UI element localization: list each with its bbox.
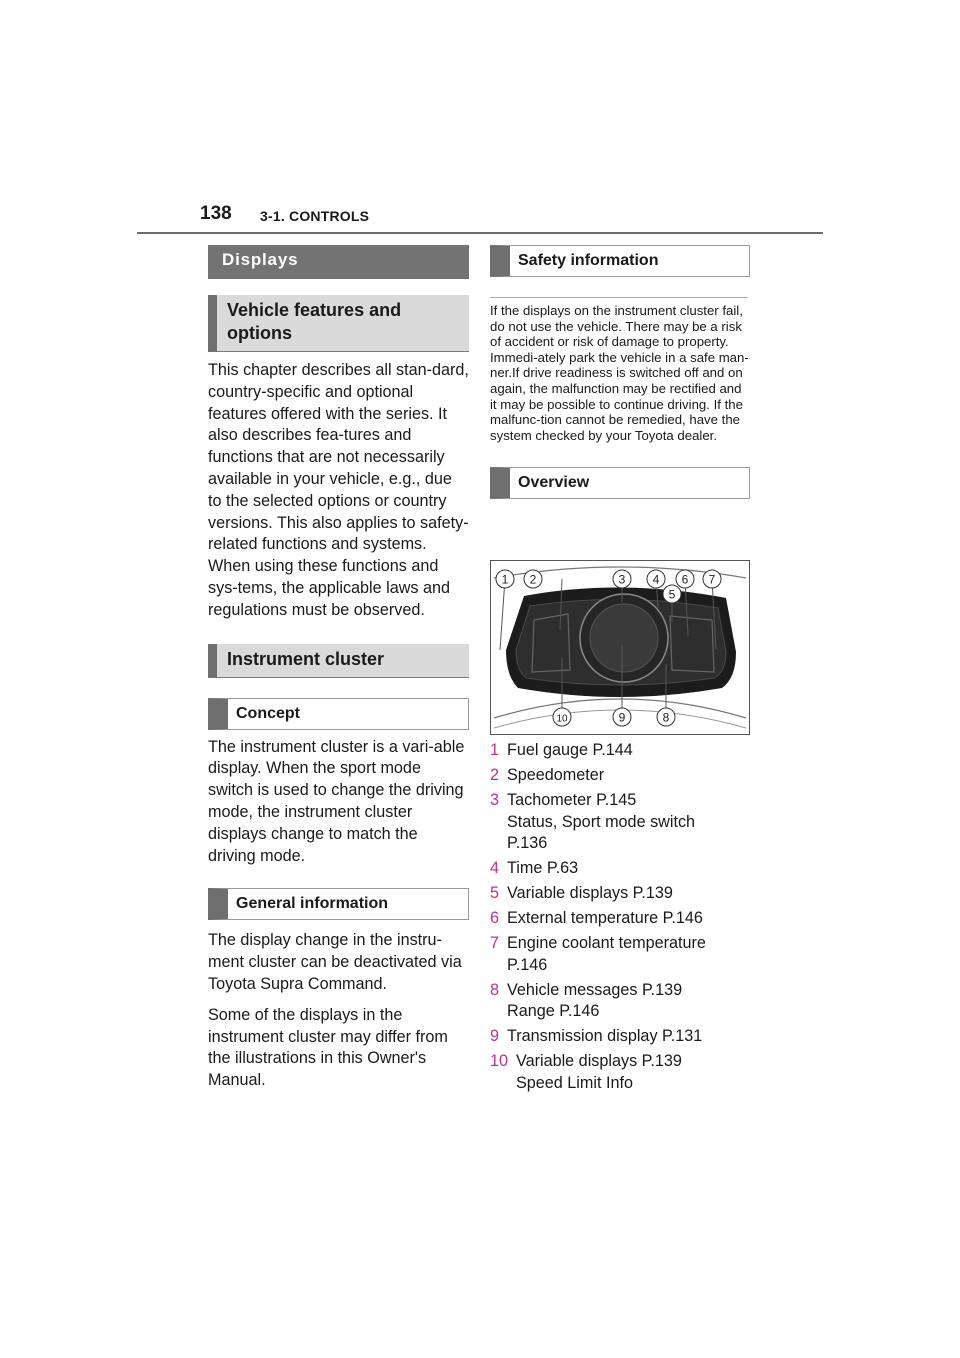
legend-text: Fuel gauge P.144 xyxy=(507,741,633,759)
callout-3: 3 xyxy=(618,572,626,587)
legend-number: 4 xyxy=(490,859,500,878)
safety-rule xyxy=(490,297,748,298)
callout-5: 5 xyxy=(668,587,676,602)
legend-text: Vehicle messages P.139 xyxy=(507,980,683,999)
callout-4: 4 xyxy=(652,572,660,587)
heading-vehicle-features: Vehicle features and options xyxy=(208,295,469,352)
instrument-cluster-illustration xyxy=(490,560,750,735)
right-column xyxy=(490,245,750,499)
callout-7: 7 xyxy=(708,572,716,587)
legend-item xyxy=(490,883,760,905)
legend-text: Transmission display P.131 xyxy=(507,1027,703,1046)
legend-number: 1 xyxy=(490,741,500,759)
vehicle-features-text: This chapter describes all stan-dard, country-specific and optional features offered with the series. It also describes fea-tures and functions that are not necessarily available in your vehicle, e.g., due to the selected options or country versions. This also applies to safety-related functions and systems. When using these functions and sys-tems, the applicable laws and regulations must be observed. xyxy=(208,361,469,619)
safety-text: If the displays on the instrument cluster fail, do not use the vehicle. There may be a risk of accident or risk of damage to property. Immedi-ately park the vehicle in a safe man-ner.If drive readiness is switched off and on again, the malfunction may be rectified and it may be possible to continue driving. If the malfunc-tion cannot be remedied, have the system checked by your Toyota dealer. xyxy=(490,303,749,443)
legend-number: 9 xyxy=(490,1027,500,1046)
section-title-displays: Displays xyxy=(208,245,469,279)
legend-item xyxy=(490,790,760,855)
legend-text: Tachometer P.145 xyxy=(507,790,637,809)
chapter-title: 3-1. CONTROLS xyxy=(260,208,370,224)
general-info-text-1: The display change in the instru-ment cluster can be deactivated via Toyota Supra Command. xyxy=(208,931,462,993)
left-column xyxy=(208,245,469,1092)
legend-item xyxy=(490,858,760,880)
legend-number: 6 xyxy=(490,909,500,928)
legend-number: 10 xyxy=(490,1052,509,1071)
callout-1: 1 xyxy=(501,572,509,587)
page-number: 138 xyxy=(200,203,232,224)
legend-text: Variable displays P.139 xyxy=(516,1052,682,1071)
legend-number: 3 xyxy=(490,790,500,809)
legend-item xyxy=(490,740,760,762)
heading-overview: Overview xyxy=(490,467,750,499)
heading-general-information: General information xyxy=(208,888,469,920)
legend-text: Engine coolant temperature P.146 xyxy=(507,934,706,974)
overview-legend xyxy=(490,740,760,1098)
legend-item xyxy=(490,908,760,930)
callout-10: 10 xyxy=(556,713,568,725)
heading-concept: Concept xyxy=(208,698,469,730)
header-rule xyxy=(137,232,823,234)
legend-item xyxy=(490,765,760,787)
callout-8: 8 xyxy=(662,710,670,725)
callout-2: 2 xyxy=(529,572,537,587)
legend-item xyxy=(490,1051,760,1094)
concept-text: The instrument cluster is a vari-able display. When the sport mode switch is used to change the driving mode, the instrument cluster displays change to match the driving mode. xyxy=(208,737,465,865)
legend-text: Range P.146 xyxy=(507,1002,600,1021)
legend-number: 7 xyxy=(490,934,500,953)
callout-6: 6 xyxy=(681,572,689,587)
legend-item xyxy=(490,1026,760,1048)
legend-text: External temperature P.146 xyxy=(507,909,703,928)
legend-text: Speed Limit Info xyxy=(516,1073,633,1092)
legend-item xyxy=(490,933,760,976)
dial-center xyxy=(590,604,658,672)
legend-number: 8 xyxy=(490,980,500,999)
legend-number: 2 xyxy=(490,765,500,784)
legend-number: 5 xyxy=(490,884,500,903)
legend-text: Variable displays P.139 xyxy=(507,884,673,903)
heading-safety-information: Safety information xyxy=(490,245,750,277)
legend-text: Speedometer xyxy=(507,765,605,784)
legend-item xyxy=(490,980,760,1023)
callout-9: 9 xyxy=(618,710,626,725)
legend-text: Time P.63 xyxy=(507,859,579,878)
general-info-text-2: Some of the displays in the instrument cluster may differ from the illustrations in this Owner's Manual. xyxy=(208,1005,448,1090)
heading-instrument-cluster: Instrument cluster xyxy=(208,644,469,678)
legend-text: Status, Sport mode switch P.136 xyxy=(507,812,696,853)
